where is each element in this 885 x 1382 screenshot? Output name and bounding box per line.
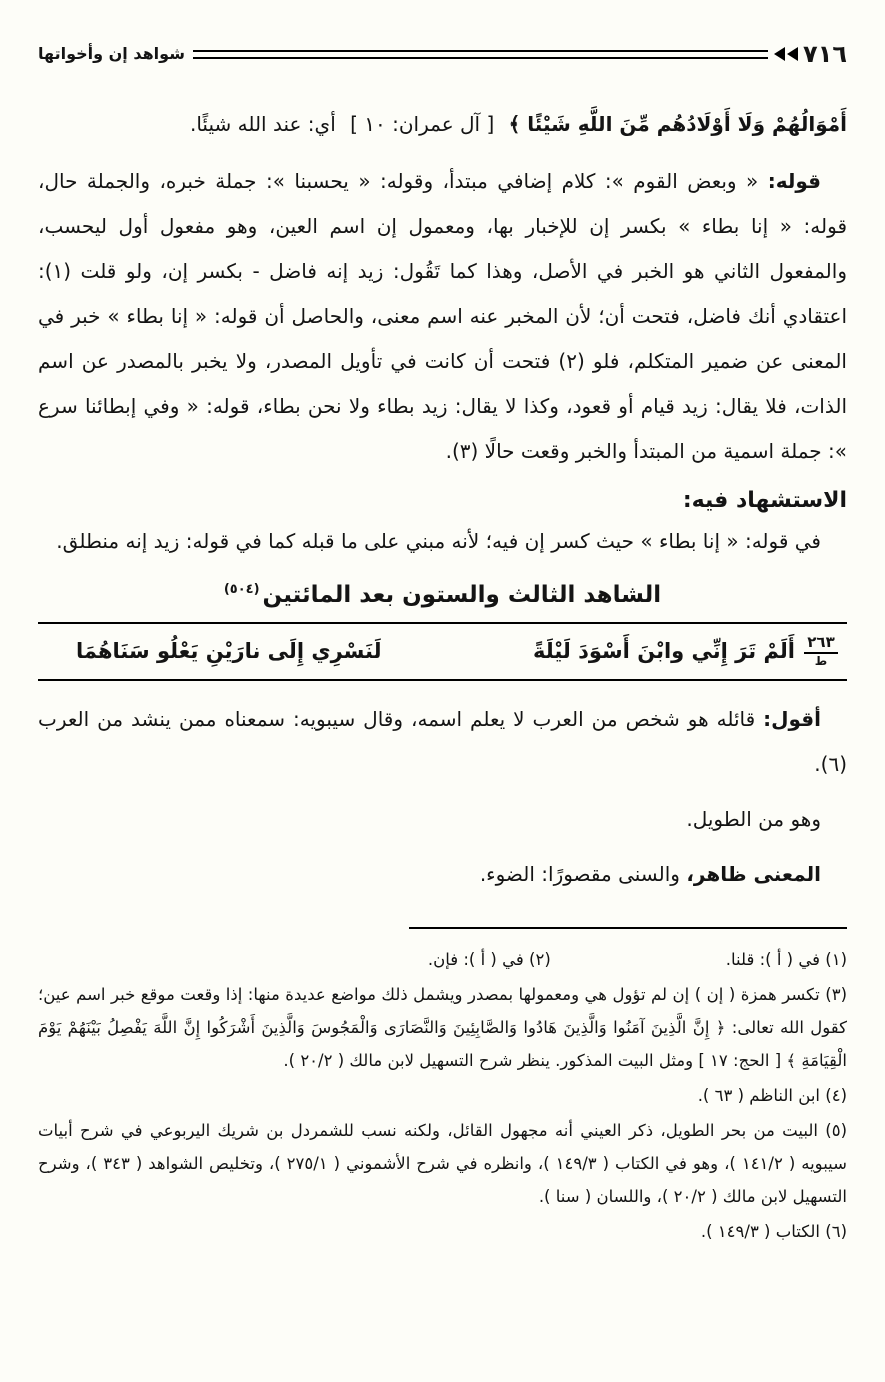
meaning-lead: المعنى ظاهر، (686, 862, 821, 887)
footnote-row-1-2 (38, 943, 847, 976)
page-header (38, 40, 847, 68)
aqul-text: قائله هو شخص من العرب لا يعلم اسمه، وقال سيبويه: سمعناه ممن ينشد من العرب (٦). (38, 707, 847, 777)
header-arrows-ornament (774, 47, 798, 61)
chapter-title: شواهد إن وأخواتها (38, 43, 185, 63)
footnote-separator (409, 927, 847, 929)
footnote-1: (١) في ( أ ): قلنا. (725, 950, 847, 970)
quran-verse-reference: [ آل عمران: ١٠ ] (350, 112, 495, 136)
page-number: ٧١٦ (803, 40, 847, 68)
quran-verse-text: أَمْوَالُهُمْ وَلَا أَوْلَادُهُم مِّنَ اللَّهِ شَيْئًا ﴾ (508, 112, 847, 136)
quran-verse-gloss: أي: عند الله شيئًا. (189, 112, 336, 136)
verse-second-hemistich: لَنَسْرِي إِلَى نارَيْنِ يَعْلُو سَنَاهُمَا (76, 638, 382, 663)
footnote-3: (٣) تكسر همزة ( إن ) إن لم تؤول هي ومعمولها بمصدر ويشمل ذلك مواضع عديدة منها: إذا وقعت موقع خبر اسم عين؛ كقول الله تعالى: ﴿ إِنَّ الَّذِينَ آمَنُوا وَالَّذِينَ هَادُوا وَالصَّابِئِينَ وَالنَّصَارَى وَالْمَجُوسَ وَالَّذِينَ أَشْرَكُوا إِنَّ اللَّهَ يَفْصِلُ بَيْنَهُمْ يَوْمَ الْقِيَامَةِ ﴾ [ الحج: ١٧ ] ومثل البيت المذكور. ينظر شرح التسهيل لابن مالك ( ٢٠/٢ ). (38, 985, 847, 1071)
shahid-heading-text: الشاهد الثالث والستون بعد المائتين (262, 582, 662, 608)
meaning-text: والسنى مقصورًا: الضوء. (479, 862, 680, 887)
aqul-paragraph (38, 697, 847, 787)
commentary-paragraph (38, 159, 847, 474)
verse-margin-number (795, 633, 847, 668)
verse-first-hemistich: أَلَمْ تَرَ إِنِّي وابْنَ أَسْوَدَ لَيْلَةً (533, 638, 795, 663)
footnote-4: (٤) ابن الناظم ( ٦٣ ). (697, 1086, 847, 1106)
shahid-heading-footnote-ref: (٥٠٤) (223, 582, 260, 598)
quran-verse-line (38, 102, 847, 147)
istishhad-heading: الاستشهاد فيه: (682, 488, 847, 513)
footnote-6: (٦) الكتاب ( ١٤٩/٣ ). (700, 1222, 847, 1242)
meaning-line (38, 852, 847, 897)
verse-block (38, 622, 847, 681)
aqul-lead-word: أقول: (763, 707, 821, 732)
footnotes-section (38, 943, 847, 1248)
verse-number: ٢٦٣ (804, 633, 837, 654)
footnote-2: (٢) في ( أ ): فإن. (427, 950, 551, 970)
istishhad-paragraph: في قوله: « إنا بطاء » حيث كسر إن فيه؛ لأنه مبني على ما قبله كما في قوله: زيد إنه منطلق. (56, 529, 821, 553)
meter-line: وهو من الطويل. (686, 807, 821, 832)
commentary-text: « وبعض القوم »: كلام إضافي مبتدأ، وقوله: « يحسبنا »: جملة خبره، والجملة حال، قوله: « إنا بطاء » بكسر إن للإخبار بها، ومعمول إن اسم العين، وهو مفعول أول ليحسب، والمفعول الثاني هو الخبر في الأصل، وهذا كما تَقُول: زيد إنه فاضل - بكسر إن، ولو قلت (١): اعتقادي أنك فاضل، فتحت أن؛ لأن المخبر عنه اسم معنى، والحاصل أن قوله: « إنا بطاء » خبر في المعنى عن ضمير المتكلم، فلو (٢) فتحت أن كانت في تأويل المصدر، ولا يخبر بالمصدر عن اسم الذات، فلا يقال: زيد قيام أو قعود، وكذا لا يقال: زيد بطاء ولا نحن بطاء، قوله: « وفي إبطائنا سرع »: جملة اسمية من المبتدأ والخبر وقعت حالًا (٣). (38, 169, 847, 463)
commentary-lead-word: قوله: (767, 169, 822, 193)
header-rule (193, 50, 768, 59)
shahid-heading (38, 582, 847, 608)
footnote-5: (٥) البيت من بحر الطويل، ذكر العيني أنه مجهول القائل، ولكنه نسب للشمردل بن شريك اليربوعي في شرح أبيات سيبويه ( ١٤١/٢ )، وهو في الكتاب ( ١٤٩/٣ )، وانظره في شرح الأشموني ( ٢٧٥/١ )، وتخليص الشواهد ( ٣٤٣ )، وشرح التسهيل لابن مالك ( ٢٠/٢ )، واللسان ( سنا ). (38, 1121, 847, 1207)
verse-number-mark: ط (814, 654, 828, 668)
